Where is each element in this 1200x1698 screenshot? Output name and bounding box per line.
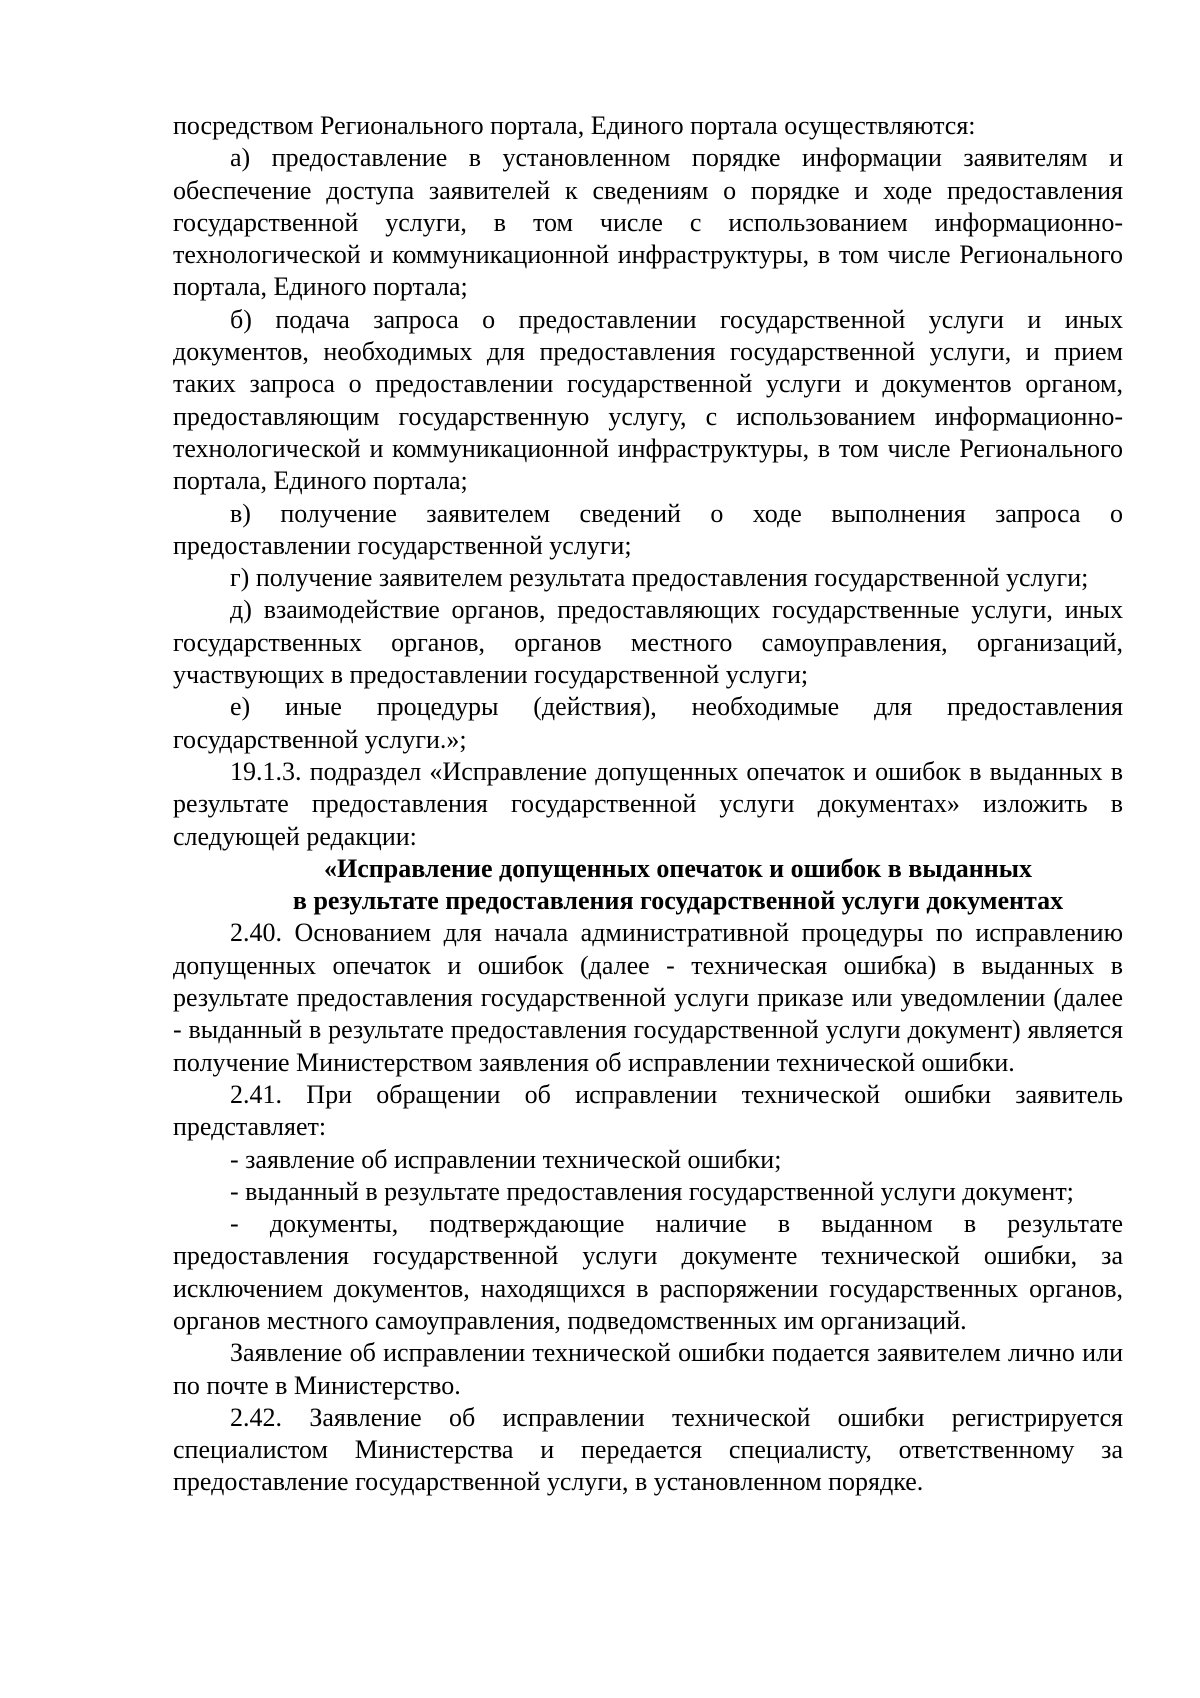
- list-item-supporting-documents: - документы, подтверждающие наличие в выданном в результате предоставления государственной услуги документе технической ошибки, за исключением документов, находящихся в распоряжении государственных органов, органов местного самоуправления, подведомственных им организаций.: [173, 1209, 1123, 1335]
- section-heading: [173, 853, 1123, 918]
- paragraph-2-42: 2.42. Заявление об исправлении технической ошибки регистрируется специалистом Министерства и передается специалисту, ответственному за предоставление государственной услуги, в установленном порядке.: [173, 1402, 1123, 1497]
- section-heading-line-1: «Исправление допущенных опечаток и ошибок в выданных: [323, 853, 1033, 883]
- paragraph-item-b: б) подача запроса о предоставлении государственной услуги и иных документов, необходимых для предоставления государственной услуги, и прием таких запроса о предоставлении государственной услуги и документов органом, предоставляющим государственную услугу, с использованием информационно-технологической и коммуникационной инфраструктуры, в том числе Регионального портала, Единого портала;: [173, 304, 1123, 496]
- section-heading-line-2: в результате предоставления государственной услуги документах: [292, 886, 1064, 916]
- list-item-issued-document: - выданный в результате предоставления государственной услуги документ;: [230, 1176, 1074, 1206]
- paragraph-item-a: а) предоставление в установленном порядке информации заявителям и обеспечение доступа заявителей к сведениям о порядке и ходе предоставления государственной услуги, в том числе с использованием информационно-технологической и коммуникационной инфраструктуры, в том числе Регионального портала, Единого портала;: [173, 143, 1123, 302]
- paragraph-item-v: в) получение заявителем сведений о ходе выполнения запроса о предоставлении государственной услуги;: [173, 498, 1123, 560]
- list-item-application: - заявление об исправлении технической ошибки;: [230, 1144, 782, 1174]
- paragraph-19-1-3: 19.1.3. подраздел «Исправление допущенных опечаток и ошибок в выданных в результате предоставления государственной услуги документах» изложить в следующей редакции:: [173, 756, 1123, 851]
- paragraph-intro: посредством Регионального портала, Единого портала осуществляются:: [173, 111, 976, 140]
- paragraph-item-d: д) взаимодействие органов, предоставляющих государственные услуги, иных государственных органов, органов местного самоуправления, организаций, участвующих в предоставлении государственной услуги;: [173, 595, 1123, 690]
- paragraph-2-40: 2.40. Основанием для начала административной процедуры по исправлению допущенных опечаток и ошибок (далее - техническая ошибка) в выданных в результате предоставления государственной услуги приказе или уведомлении (далее - выданный в результате предоставления государственной услуги документ) является получение Министерством заявления об исправлении технической ошибки.: [173, 918, 1123, 1077]
- paragraph-item-e: е) иные процедуры (действия), необходимые для предоставления государственной услуги.»;: [173, 692, 1123, 754]
- paragraph-2-41: 2.41. При обращении об исправлении технической ошибки заявитель представляет:: [173, 1079, 1123, 1142]
- document-page: [173, 110, 1123, 1499]
- paragraph-submission: Заявление об исправлении технической ошибки подается заявителем лично или по почте в Министерство.: [173, 1338, 1123, 1400]
- paragraph-item-g: г) получение заявителем результата предоставления государственной услуги;: [230, 563, 1089, 593]
